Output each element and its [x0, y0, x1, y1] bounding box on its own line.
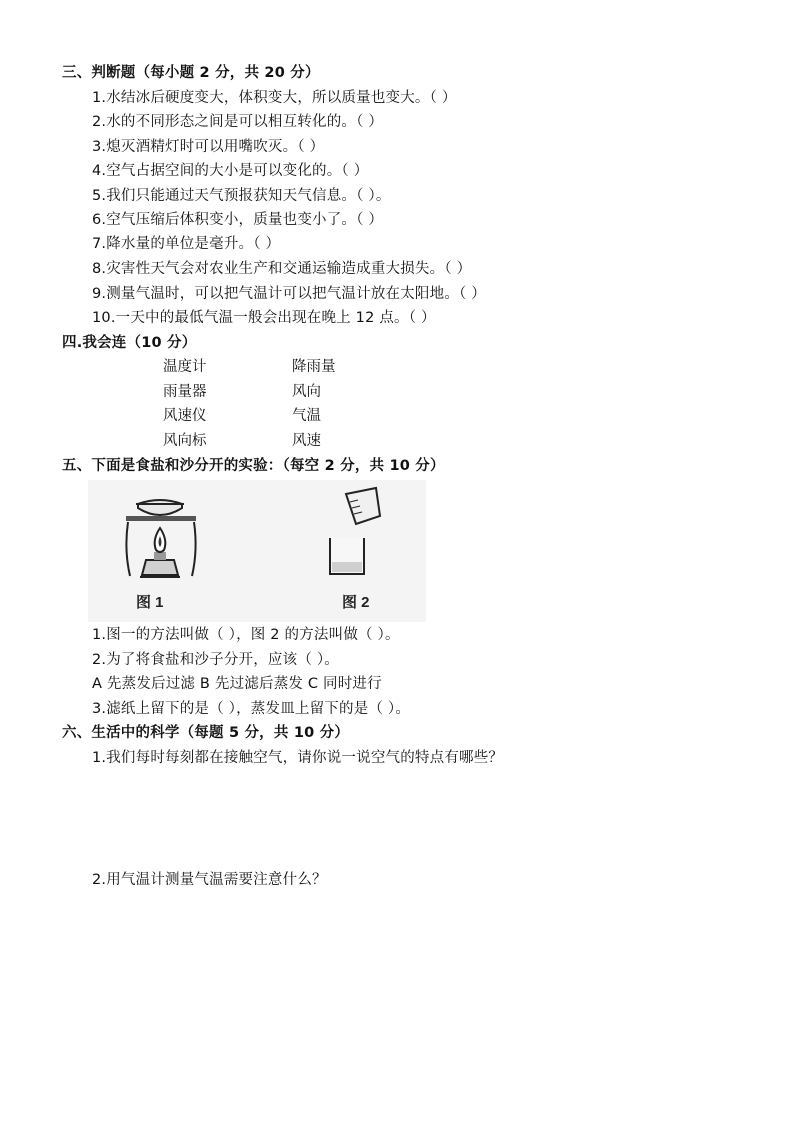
life-question-1: 1.我们每时每刻都在接触空气，请你说一说空气的特点有哪些？ [92, 750, 504, 766]
match-right-3: 气温 [292, 408, 321, 424]
life-question-2: 2.用气温计测量气温需要注意什么？ [92, 872, 327, 888]
figure-2-label: 图 2 [342, 594, 370, 611]
figure-1-label: 图 1 [136, 594, 164, 611]
experiment-question-2: 2.为了将食盐和沙子分开，应该（ ）。 [92, 652, 339, 668]
evaporation-apparatus [126, 500, 196, 577]
judge-item-7: 7.降水量的单位是毫升。（ ） [92, 236, 281, 252]
experiment-question-3: 3.滤纸上留下的是（ ），蒸发皿上留下的是（ ）。 [92, 701, 411, 717]
judge-item-10: 10.一天中的最低气温一般会出现在晚上 12 点。（ ） [92, 310, 436, 326]
judge-item-9: 9.测量气温时，可以把气温计可以把气温计放在太阳地。（ ） [92, 286, 486, 302]
judge-item-1: 1.水结冰后硬度变大，体积变大，所以质量也变大。（ ） [92, 90, 457, 106]
match-left-4: 风向标 [163, 433, 207, 449]
match-left-1: 温度计 [163, 359, 207, 375]
judge-item-6: 6.空气压缩后体积变小，质量也变小了。（ ） [92, 212, 384, 228]
section3-heading: 三、判断题（每小题 2 分，共 20 分） [62, 65, 320, 81]
judge-item-5: 5.我们只能通过天气预报获知天气信息。（ ）。 [92, 188, 391, 204]
section6-heading: 六、生活中的科学（每题 5 分，共 10 分） [62, 725, 350, 741]
judge-item-2: 2.水的不同形态之间是可以相互转化的。（ ） [92, 114, 384, 130]
judge-item-3: 3.熄灭酒精灯时可以用嘴吹灭。（ ） [92, 139, 325, 155]
match-right-1: 降雨量 [292, 359, 336, 375]
match-right-2: 风向 [292, 384, 321, 400]
match-left-3: 风速仪 [163, 408, 207, 424]
judge-item-4: 4.空气占据空间的大小是可以变化的。（ ） [92, 163, 369, 179]
judge-item-8: 8.灾害性天气会对农业生产和交通运输造成重大损失。（ ） [92, 261, 472, 277]
section5-heading: 五、下面是食盐和沙分开的实验：（每空 2 分，共 10 分） [62, 458, 445, 474]
experiment-question-1: 1.图一的方法叫做（ ），图 2 的方法叫做（ ）。 [92, 627, 400, 643]
experiment-figure [88, 480, 426, 622]
match-left-2: 雨量器 [163, 384, 207, 400]
match-right-4: 风速 [292, 433, 321, 449]
section4-heading: 四.我会连（10 分） [62, 335, 197, 351]
experiment-options: A 先蒸发后过滤 B 先过滤后蒸发 C 同时进行 [92, 676, 382, 692]
filtration-apparatus [330, 488, 380, 574]
